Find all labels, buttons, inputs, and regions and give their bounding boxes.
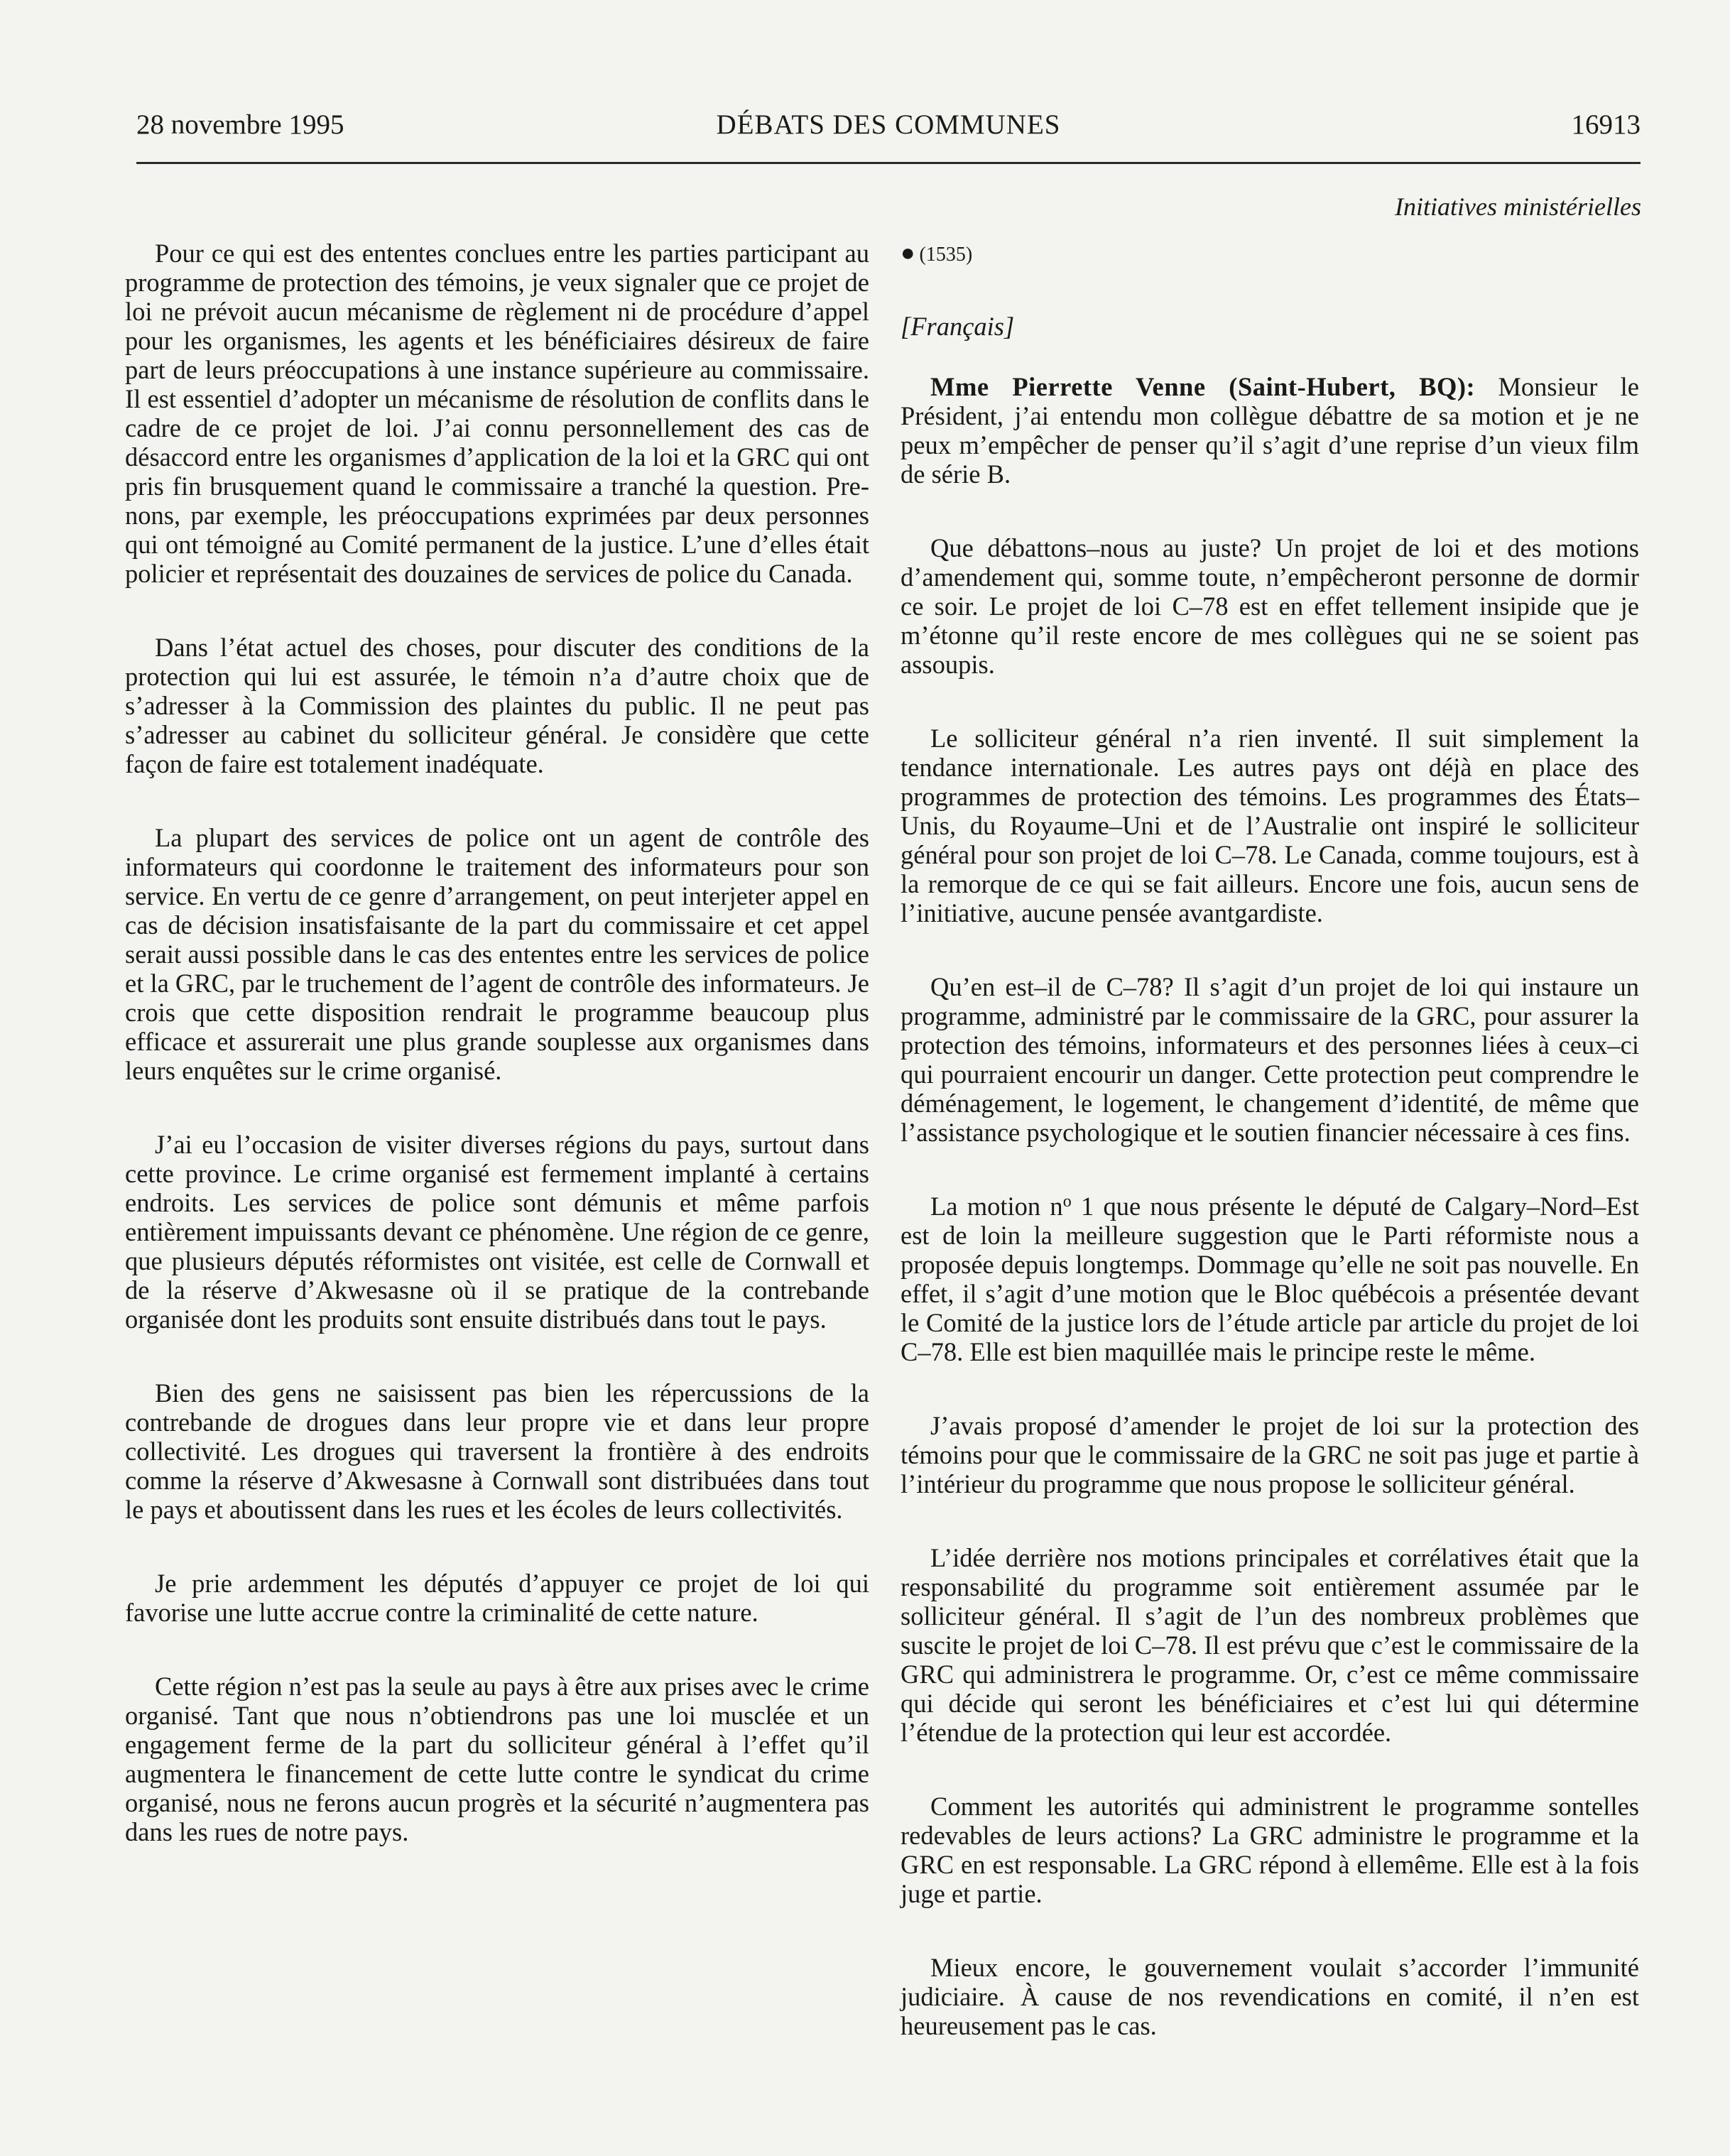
section-tag: Initiatives ministérielles <box>1395 192 1641 221</box>
paragraph: Comment les autorités qui administrent le programme sontelles redevables de leurs actions? La GRC administre le programme et la GRC en est responsable. La GRC répond à ellemême. Elle est à la fois juge et partie. <box>901 1792 1639 1908</box>
bullet-icon: ● <box>901 240 915 266</box>
paragraph: Bien des gens ne saisissent pas bien les répercussions de la contrebande de drogues dans leur propre vie et dans leur propre collectivité. Les drogues qui traversent la frontière à des endroits comme la réserve d’Akwesasne à Cornwall sont distribuées dans tout le pays et aboutissent dans les rues et les écoles de leurs collectivités. <box>125 1378 869 1524</box>
paragraph: L’idée derrière nos motions principales et corrélatives était que la responsabilité du programme soit entièrement assumée par le solliciteur général. Il s’agit de l’un des nombreux problèmes que suscite le projet de loi C–78. Il est prévu que c’est le commissaire de la GRC qui administrera le programme. Or, c’est ce même commissaire qui décide qui seront les bénéficiaires et c’est lui qui détermine l’étendue de la protection qui leur est accordée. <box>901 1543 1639 1747</box>
speech-paragraph <box>901 372 1639 489</box>
timestamp <box>901 239 1639 269</box>
timestamp-text: (1535) <box>919 244 973 266</box>
motion-text-before: La motion n <box>930 1192 1063 1221</box>
numero-superscript: o <box>1062 1192 1072 1211</box>
paragraph: Que débattons–nous au juste? Un projet de loi et des motions d’amendement qui, somme toute, n’empêcheront personne de dormir ce soir. Le projet de loi C–78 est en effet tellement insipide que je m’étonne qu’il reste encore de mes collègues qui ne se soient pas assoupis. <box>901 533 1639 679</box>
paragraph: Pour ce qui est des ententes conclues entre les parties participant au programme de protection des témoins, je veux signaler que ce projet de loi ne prévoit aucun mécanisme de règlement ni de procédure d’appel pour les organismes, les agents et les bénéficiaires désireux de faire part de leurs préoccupations à une instance supérieure au commissaire. Il est essentiel d’adopter un mécanisme de résolution de conflits dans le cadre de ce projet de loi. J’ai connu personnellement des cas de désaccord entre les organismes d’application de la loi et la GRC qui ont pris fin brusquement quand le commissaire a tranché la question. Prenons, par exemple, les préoccupations exprimées par deux personnes qui ont témoigné au Comité permanent de la justice. L’une d’elles était policier et représentait des douzaines de services de police du Canada. <box>125 239 869 588</box>
paragraph: J’ai eu l’occasion de visiter diverses régions du pays, surtout dans cette province. Le crime organisé est fermement implanté à certains endroits. Les services de police sont démunis et même parfois entièrement impuissants devant ce phénomène. Une région de ce genre, que plusieurs députés réformistes ont visitée, est celle de Cornwall et de la réserve d’Akwesasne où il se pratique de la contrebande organisée dont les produits sont ensuite distribués dans tout le pays. <box>125 1130 869 1334</box>
paragraph: Dans l’état actuel des choses, pour discuter des conditions de la protection qui lui est assurée, le témoin n’a d’autre choix que de s’adresser à la Commission des plaintes du public. Il ne peut pas s’adresser au cabinet du solliciteur général. Je considère que cette façon de faire est totalement inadéquate. <box>125 633 869 778</box>
running-header <box>136 107 1641 149</box>
paragraph: Mieux encore, le gouvernement voulait s’accorder l’immunité judiciaire. À cause de nos revendications en comité, il n’en est heureusement pas le cas. <box>901 1953 1639 2040</box>
header-rule <box>136 162 1641 164</box>
paragraph: Le solliciteur général n’a rien inventé. Il suit simplement la tendance internationale. Les autres pays ont déjà en place des programmes de protection des témoins. Les programmes des États–Unis, du Royaume–Uni et de l’Australie ont inspiré le solliciteur général pour son projet de loi C–78. Le Canada, comme toujours, est à la remorque de ce qui se fait ailleurs. Encore une fois, aucun sens de l’initiative, aucune pensée avantgardiste. <box>901 724 1639 927</box>
paragraph: Je prie ardemment les députés d’appuyer ce projet de loi qui favorise une lutte accrue contre la criminalité de cette nature. <box>125 1569 869 1627</box>
paragraph: J’avais proposé d’amender le projet de loi sur la protection des témoins pour que le commissaire de la GRC ne soit pas juge et partie à l’intérieur du programme que nous propose le solliciteur général. <box>901 1411 1639 1498</box>
right-column <box>901 239 1639 2040</box>
motion-text-after: 1 que nous présente le député de Calgary–Nord–Est est de loin la meilleure suggestion que le Parti réformiste nous a proposée depuis longtemps. Dommage qu’elle ne soit pas nouvelle. En effet, il s’agit d’une motion que le Bloc québécois a présentée devant le Comité de la justice lors de l’étude article par article du projet de loi C–78. Elle est bien maquillée mais le principe reste le même. <box>901 1192 1639 1366</box>
header-date: 28 novembre 1995 <box>136 109 344 140</box>
left-column <box>125 239 869 1846</box>
speech-opening: Monsieur le Président, j’ai entendu mon collègue débattre de sa motion et je ne peux m’empêcher de penser qu’il s’agit d’une reprise d’un vieux film de série B. <box>901 372 1639 489</box>
header-publication-title: DÉBATS DES COMMUNES <box>716 109 1061 140</box>
speaker-name: Mme Pierrette Venne (Saint-Hubert, BQ): <box>930 372 1476 401</box>
paragraph: Cette région n’est pas la seule au pays à être aux prises avec le crime organisé. Tant que nous n’obtiendrons pas une loi musclée et un engagement ferme de la part du solliciteur général à l’effet qu’il augmentera le financement de cette lutte contre le syndicat du crime organisé, nous ne ferons aucun progrès et la sécurité n’augmentera pas dans les rues de notre pays. <box>125 1672 869 1846</box>
header-page-number: 16913 <box>1571 109 1641 140</box>
paragraph: Qu’en est–il de C–78? Il s’agit d’un projet de loi qui instaure un programme, administré par le commissaire de la GRC, pour assurer la protection des témoins, informateurs et des personnes liées à ceux–ci qui pourraient encourir un danger. Cette protection peut comprendre le déménagement, le logement, le changement d’identité, de même que l’assistance psychologique et le soutien financier nécessaire à ces fins. <box>901 972 1639 1147</box>
paragraph: La plupart des services de police ont un agent de contrôle des informateurs qui coordonne le traitement des informateurs pour son service. En vertu de ce genre d’arrangement, on peut interjeter appel en cas de décision insatisfaisante de la part du commissaire et cet appel serait aussi possible dans le cas des ententes entre les services de police et la GRC, par le truchement de l’agent de contrôle des informateurs. Je crois que cette disposition rendrait le programme beaucoup plus efficace et assurerait une plus grande souplesse aux organismes dans leurs enquêtes sur le crime organisé. <box>125 823 869 1085</box>
motion-paragraph <box>901 1192 1639 1366</box>
language-marker: [Français] <box>901 312 1015 341</box>
